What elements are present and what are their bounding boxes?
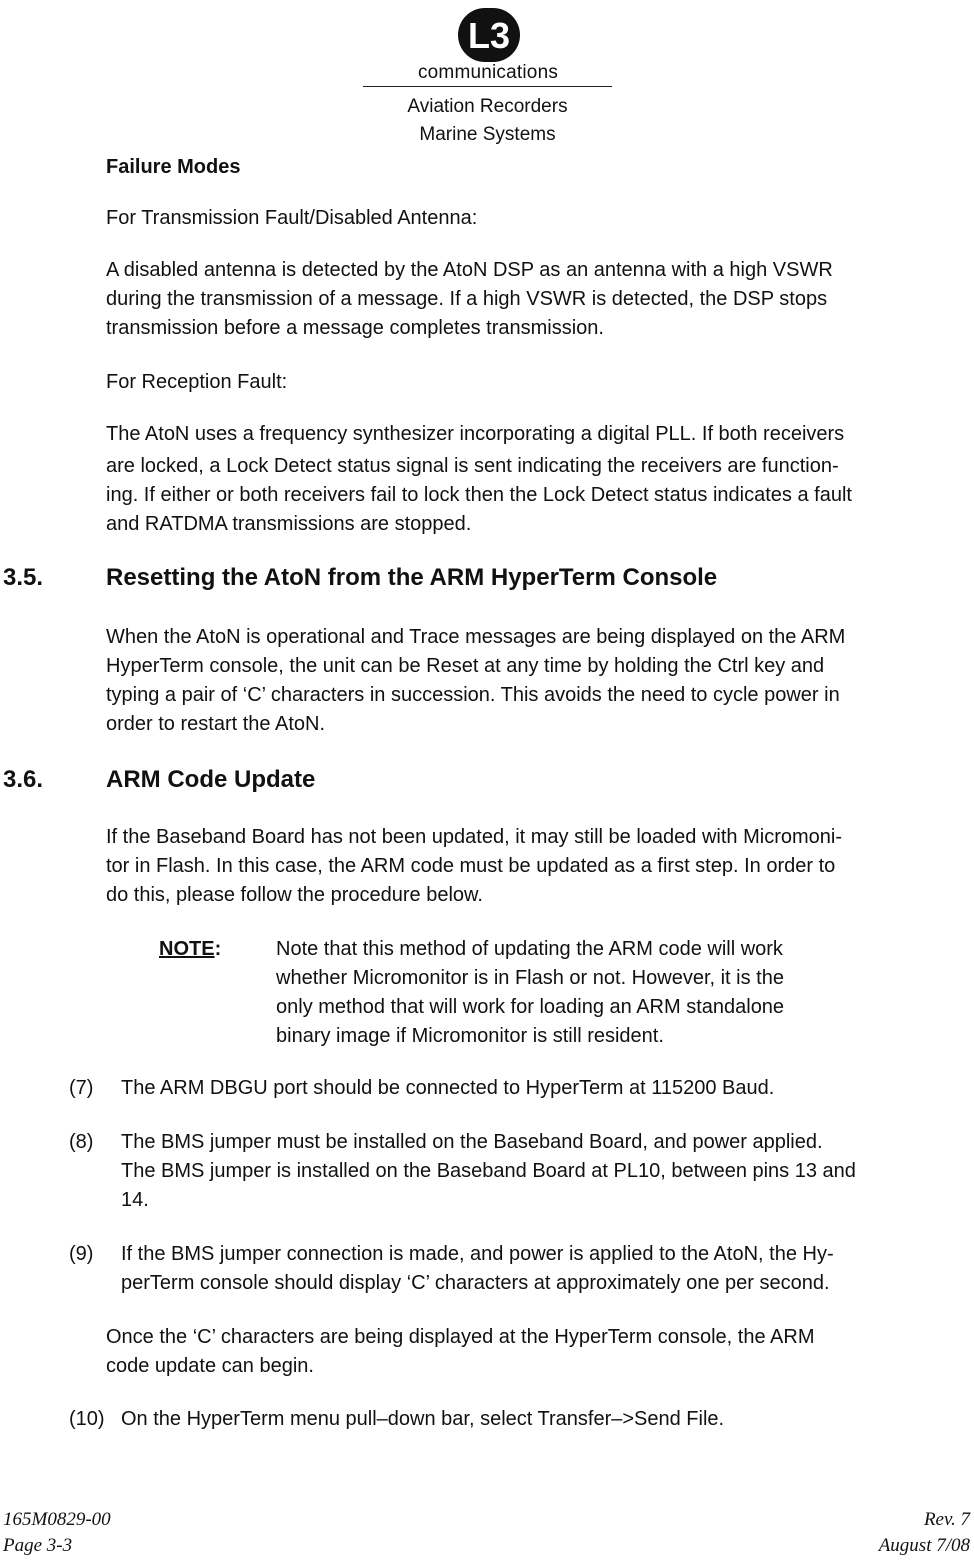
note-line: binary image if Micromonitor is still resident. [276,1025,664,1047]
logo-mark-text: L3 [467,15,511,56]
step-line: The BMS jumper is installed on the Baseband Board at PL10, between pins 13 and [121,1160,856,1182]
rx-fault-label: For Reception Fault: [106,371,288,393]
l3-logo [456,6,522,64]
note-line: Note that this method of updating the ARM code will work [276,938,783,960]
note-line: only method that will work for loading an ARM standalone [276,996,785,1018]
note-label-text: NOTE [159,938,215,960]
header-line-marine: Marine Systems [419,124,556,145]
paragraph-line: A disabled antenna is detected by the AtoN DSP as an antenna with a high VSWR [106,259,833,281]
paragraph-line: When the AtoN is operational and Trace messages are being displayed on the ARM [106,626,846,648]
paragraph-line: typing a pair of ‘C’ characters in succession. This avoids the need to cycle power in [106,684,840,706]
paragraph-line: Once the ‘C’ characters are being displayed at the HyperTerm console, the ARM [106,1326,815,1348]
step-line: On the HyperTerm menu pull–down bar, select Transfer–>Send File. [121,1408,725,1430]
step-number: (8) [69,1131,94,1153]
step-line: 14. [121,1189,149,1211]
header-line-aviation: Aviation Recorders [407,96,568,117]
step-number: (10) [69,1408,105,1430]
paragraph-line: order to restart the AtoN. [106,713,325,735]
footer-rev: Rev. 7 [923,1509,970,1530]
footer-date: August 7/08 [878,1535,970,1556]
note-label-colon: : [214,938,222,960]
paragraph-line: and RATDMA transmissions are stopped. [106,513,472,535]
paragraph-line: code update can begin. [106,1355,314,1377]
note-label [159,935,221,964]
paragraph-line: If the Baseband Board has not been updated, it may still be loaded with Micromoni- [106,826,842,848]
section-36-title: ARM Code Update [106,766,316,793]
paragraph-line: HyperTerm console, the unit can be Reset at any time by holding the Ctrl key and [106,655,825,677]
paragraph-line: do this, please follow the procedure below. [106,884,483,906]
logo-wordmark: communications [417,62,559,83]
header-rule [363,86,612,87]
step-line: The ARM DBGU port should be connected to HyperTerm at 115200 Baud. [121,1077,775,1099]
section-35-number: 3.5. [3,564,44,591]
tx-fault-label: For Transmission Fault/Disabled Antenna: [106,207,478,229]
paragraph-line: ing. If either or both receivers fail to lock then the Lock Detect status indicates a fault [106,484,852,506]
step-line: The BMS jumper must be installed on the Baseband Board, and power applied. [121,1131,823,1153]
paragraph-line: transmission before a message completes transmission. [106,317,604,339]
l3-logo-mark [456,6,522,64]
paragraph-line: are locked, a Lock Detect status signal is sent indicating the receivers are function- [106,455,839,477]
step-line: If the BMS jumper connection is made, and power is applied to the AtoN, the Hy- [121,1243,834,1265]
note-line: whether Micromonitor is in Flash or not. However, it is the [276,967,784,989]
paragraph-line: tor in Flash. In this case, the ARM code must be updated as a first step. In order to [106,855,836,877]
paragraph-line: during the transmission of a message. If a high VSWR is detected, the DSP stops [106,288,828,310]
footer-doc-number: 165M0829-00 [3,1509,111,1530]
step-number: (7) [69,1077,94,1099]
footer-page: Page 3-3 [3,1535,73,1556]
step-line: perTerm console should display ‘C’ characters at approximately one per second. [121,1272,830,1294]
section-35-title: Resetting the AtoN from the ARM HyperTerm Console [106,564,718,591]
section-36-number: 3.6. [3,766,44,793]
step-number: (9) [69,1243,94,1265]
failure-modes-heading: Failure Modes [106,156,241,178]
paragraph-line: The AtoN uses a frequency synthesizer incorporating a digital PLL. If both receivers [106,423,845,445]
